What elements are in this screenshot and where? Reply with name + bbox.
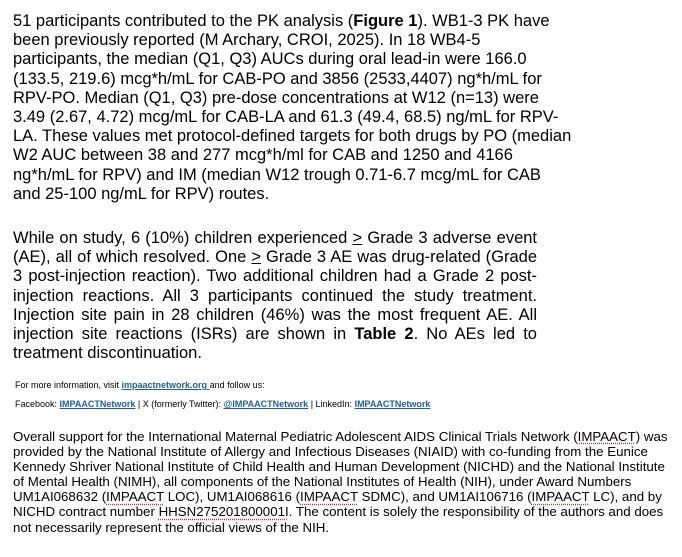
support-text-4: SDMC), and UM1AI106716 ( <box>357 489 532 505</box>
support-text-1: Overall support for the International Maternal Pediatric Adolescent AIDS Clinical Trials Network ( <box>13 429 578 444</box>
safety-text-2: Grade 3 adverse event (AE), all of which resolved. One <box>13 229 538 267</box>
impaact-term-2: IMPAACT <box>106 489 165 505</box>
facebook-link[interactable]: IMPAACTNetwork <box>59 399 136 409</box>
funding-acknowledgement-paragraph <box>13 429 673 535</box>
safety-results-paragraph <box>13 229 537 363</box>
greater-equal-sign-2: > <box>251 248 262 267</box>
impaact-term-3: IMPAACT <box>300 489 358 505</box>
pk-results-paragraph <box>13 12 573 204</box>
pk-text-2: ). WB1-3 PK have been previously reported (M Archary, CROI, 2025). In 18 WB4-5 participants, the median (Q1, Q3) AUCs during oral lead-in were 166.0 (133.5, 219.6) mcg*h/mL for CAB-PO and 3856 (2533,4407) ng*h/mL for RPV-PO. Median (Q1, Q3) pre-dose concentrations at W12 (n=13) were 3.49 (2.67, 4.72) mcg/mL for CAB-LA and 61.3 (49.4, 68.5) ng/mL for RPV-LA. These values met protocol-defined targets for both drugs by PO (median W2 AUC between 38 and 277 mcg*h/ml for CAB and 1250 and 4166 ng*h/mL for RPV) and IM (median W12 trough 0.71-6.7 mcg/mL for CAB and 25-100 ng/mL for RPV) routes. <box>13 12 572 203</box>
safety-text-3: Grade 3 AE was drug-related (Grade 3 post-injection reaction). Two additional children had a Grade 2 post-injection reactions. All 3 participants continued the study treatment. Injection site pain in 28 children (46%) was the most frequent AE. All injection site reactions (ISRs) are shown in <box>13 248 538 344</box>
table-2-reference: Table 2 <box>354 325 414 344</box>
impaact-term-4: IMPAACT <box>531 489 590 505</box>
impaact-term-1: IMPAACT <box>577 429 636 444</box>
safety-text-1: While on study, 6 (10%) children experienced <box>13 229 353 247</box>
pk-text-1: 51 participants contributed to the PK analysis ( <box>13 12 354 30</box>
safety-text-4: . No AEs led to treatment discontinuation. <box>13 325 537 363</box>
social-media-line <box>15 399 430 410</box>
info-suffix: and follow us: <box>209 380 265 390</box>
support-text-3: LOC), UM1AI068616 ( <box>164 489 300 505</box>
linkedin-link[interactable]: IMPAACTNetwork <box>354 399 431 409</box>
figure-1-reference: Figure 1 <box>353 12 418 30</box>
more-info-line <box>15 380 265 391</box>
contract-number: HHSN275201800001I <box>158 504 289 520</box>
greater-equal-sign-1: > <box>352 229 363 247</box>
info-prefix: For more information, visit <box>15 380 122 390</box>
twitter-label: | X (formerly Twitter): <box>135 399 224 409</box>
twitter-link[interactable]: @IMPAACTNetwork <box>223 399 309 409</box>
linkedin-label: | LinkedIn: <box>308 399 355 409</box>
support-text-2: ) was provided by the National Institute of Allergy and Infectious Diseases (NIAID) with co-funding from the Eunice Kennedy Shriver National Institute of Child Health and Human Development (NICHD) and the National Institute of Mental Health (NIMH), all components of the National Institutes of Health (NIH), under Award Numbers UM1AI068632 ( <box>13 429 668 505</box>
impaact-website-link[interactable]: impaactnetwork.org <box>121 380 210 390</box>
support-text-5: LC), and by NICHD contract number <box>13 489 662 520</box>
facebook-label: Facebook: <box>15 399 60 409</box>
support-text-6: . The content is solely the responsibility of the authors and does not necessarily represent the official views of the NIH. <box>13 504 664 535</box>
